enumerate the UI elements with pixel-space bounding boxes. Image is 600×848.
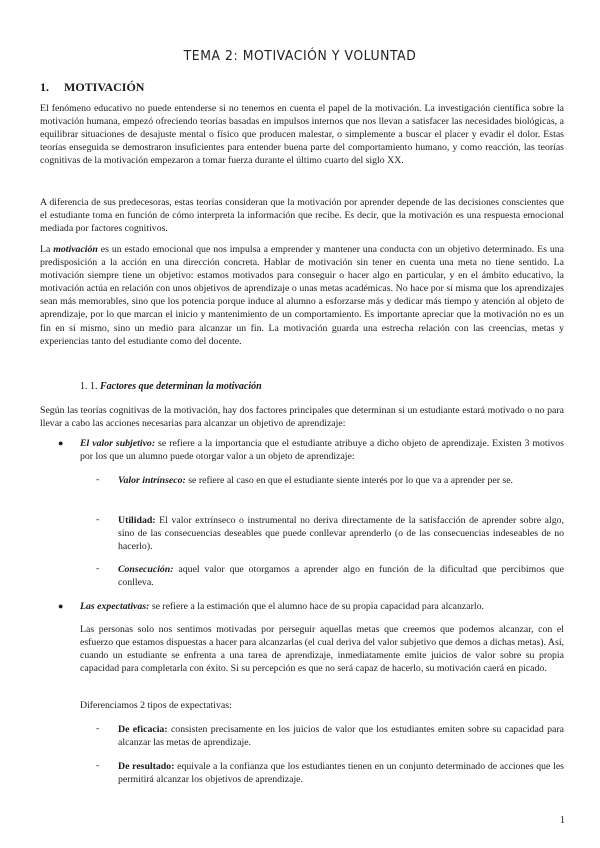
dash-icon: -: [96, 474, 100, 485]
page-title: TEMA 2: MOTIVACIÓN Y VOLUNTAD: [183, 48, 417, 64]
bullet-icon: ●: [58, 438, 64, 448]
dash-icon: -: [96, 563, 100, 574]
paragraph-3-pre: La: [40, 244, 54, 255]
item-text: El valor extrínseco o instrumental no deriva directamente de la satisfacción de aprender sobre algo, sino de las consecuencias deseables que puede conllevar aprenderlo (o de las consecuencias indeseables de no hacerlo).: [118, 515, 564, 553]
item-text: se refiere al caso en que el estudiante siente interés por lo que va a aprender per se.: [185, 475, 514, 486]
paragraph-2: A diferencia de sus predecesoras, estas teorías consideran que la motivación por aprender depende de las decisiones conscientes que el estudiante toma en función de cómo interpreta la información que recibe. Es decir, que la motivación es una respuesta emocional mediada por factores cognitivos.: [40, 197, 564, 235]
item-label: Consecución:: [118, 564, 174, 575]
item-label: Utilidad:: [118, 515, 156, 526]
factor-2-text: se refiere a la estimación que el alumno hace de su propia capacidad para alcanzarlo.: [149, 601, 484, 612]
item-utilidad: [118, 514, 564, 553]
item-text: consisten precisamente en los juicios de valor que los estudiantes emiten sobre su capacidad para alcanzar las metas de aprendizaje.: [118, 724, 564, 749]
expectativas-intro: Diferenciamos 2 tipos de expectativas:: [80, 700, 232, 711]
bullet-icon: ●: [58, 601, 64, 611]
section-number: 1.: [40, 80, 49, 94]
paragraph-4: Según las teorías cognitivas de la motivación, hay dos factores principales que determinan si un estudiante estará motivado o no para llevar a cabo las acciones necesarias para alcanzar un objetivo de aprendizaje:: [40, 405, 564, 430]
item-consecucion: [118, 563, 564, 589]
subsection-number: 1. 1.: [80, 381, 98, 392]
section-title: MOTIVACIÓN: [64, 80, 145, 94]
factor-2-label: Las expectativas:: [80, 601, 150, 612]
dash-icon: -: [96, 723, 100, 734]
item-de-resultado: [118, 760, 564, 786]
paragraph-1: El fenómeno educativo no puede entenderse si no tenemos en cuenta el papel de la motivación. La investigación científica sobre la motivación humana, empezó ofreciendo teorías basadas en impulsos internos que nos llevan a satisfacer las necesidades biológicas, a equilibrar situaciones de desajuste mental o físico que producen malestar, o simplemente a buscar el placer y evadir el dolor. Estas teorías enseguida se demostraron insuficientes para entender buena parte del comportamiento humano, y como reacción, las teorías cognitivas de la motivación empezaron a tomar fuerza durante el último cuarto del siglo XX.: [40, 103, 564, 167]
item-label: De eficacia:: [118, 724, 168, 735]
section-heading-motivacion: [40, 80, 144, 95]
item-text: aquel valor que otorgamos a aprender algo en función de la dificultad que percibimos que conlleva.: [118, 564, 564, 589]
paragraph-3: [40, 243, 564, 348]
paragraph-3-body: es un estado emocional que nos impulsa a emprender y mantener una conducta con un objetivo determinado. Es una predisposición a la acción en una dirección concreta. Hablar de motivación sin tener en cuenta una meta no tiene sentido. La motivación siempre tiene un objetivo: estamos motivados para conseguir o hacer algo en particular, y en el ámbito educativo, la motivación actúa en relación con unos objetivos de aprendizaje o unas metas académicas. No hace por sí misma que los aprendizajes sean más memorables, sino que los potencia porque induce al alumno a esforzarse más y dedicar más tiempo y atención al objeto de aprendizaje, por lo que marcan el inicio y mantenimiento de un comportamiento. Es importante apreciar que la motivación no es un fin en sí mismo, sino un medio para alcanzar un fin. La motivación guarda una estrecha relación con las creencias, metas y experiencias tanto del estudiante como del docente.: [40, 244, 564, 347]
page-number: 1: [560, 815, 565, 826]
factor-expectativas: [80, 600, 564, 613]
item-label: De resultado:: [118, 761, 175, 772]
item-valor-intrinseco: [118, 474, 564, 487]
item-text: equivale a la confianza que los estudiantes tienen en un conjunto determinado de acciones que les permitirá alcanzar los objetivos de aprendizaje.: [118, 761, 564, 786]
dash-icon: -: [96, 760, 100, 771]
factor-1-label: El valor subjetivo:: [80, 438, 156, 449]
dash-icon: -: [96, 514, 100, 525]
subsection-title: Factores que determinan la motivación: [100, 381, 262, 392]
term-motivacion: motivación: [53, 244, 98, 255]
subsection-heading-factores: [80, 381, 262, 392]
factor-1-text: se refiere a la importancia que el estudiante atribuye a dicho objeto de aprendizaje. Existen 3 motivos por los que un alumno puede otorgar valor a un objeto de aprendizaje:: [80, 438, 564, 463]
factor-valor-subjetivo: [80, 437, 564, 463]
expectativas-paragraph: Las personas solo nos sentimos motivadas por perseguir aquellas metas que creemos que podemos alcanzar, con el esfuerzo que estamos dispuestas a hacer para alcanzarlas (el cual deriva del valor subjetivo que demos a dichas metas). Así, cuando un estudiante se enfrenta a una tarea de aprendizaje, inmediatamente emite juicios de valor sobre su propia capacidad para completarla con éxito. Si su percepción es que no será capaz de hacerlo, su motivación caerá en picado.: [80, 624, 564, 675]
item-label: Valor intrínseco:: [118, 475, 186, 486]
item-de-eficacia: [118, 723, 564, 749]
